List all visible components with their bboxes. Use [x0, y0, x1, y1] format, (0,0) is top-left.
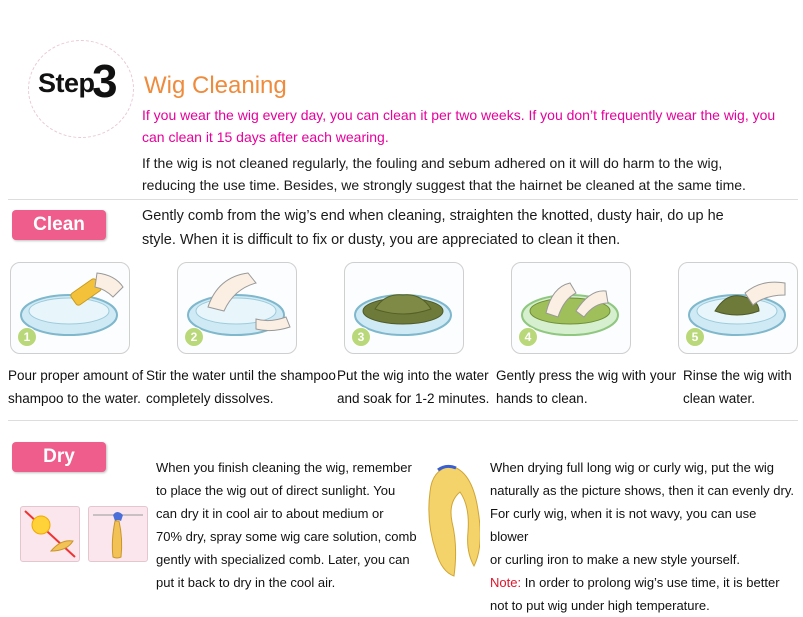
step-5-illustration — [678, 262, 798, 354]
caption-line: clean water. — [683, 391, 756, 406]
caption-line: Gently press the wig with your — [496, 368, 677, 383]
dry-left-line: put it back to dry in the cool air. — [156, 575, 336, 590]
step-1-illustration — [10, 262, 130, 354]
dry-left-line: gently with specialized comb. Later, you can — [156, 552, 410, 567]
dry-label: Dry — [12, 442, 106, 472]
caption-line: Put the wig into the water — [337, 368, 489, 383]
note-text-2: not to put wig under high temperature. — [490, 598, 710, 613]
intro-highlight-2: can clean it 15 days after each wearing. — [142, 129, 389, 145]
caption-line: completely dissolves. — [146, 391, 274, 406]
intro-highlight-1: If you wear the wig every day, you can clean it per two weeks. If you don’t frequently wear the wig, you — [142, 107, 776, 123]
clean-desc-1: Gently comb from the wig’s end when cleaning, straighten the knotted, dusty hair, do up he — [142, 208, 724, 224]
step-1-caption — [8, 364, 143, 410]
page-title: Wig Cleaning — [144, 72, 287, 99]
step-word: Step — [38, 68, 95, 98]
caption-line: hands to clean. — [496, 391, 588, 406]
step-4-caption — [496, 364, 676, 410]
dry-note — [490, 571, 795, 594]
dry-left-line: can dry it in cool air to about medium or — [156, 506, 384, 521]
step-logo — [28, 40, 138, 130]
divider-top — [8, 199, 798, 200]
caption-line: Pour proper amount of — [8, 368, 144, 383]
long-wig-icon — [420, 462, 480, 582]
step-number: 3 — [92, 55, 118, 107]
step-5-caption — [683, 364, 792, 410]
dry-right-text — [490, 456, 795, 617]
clean-desc-2: style. When it is difficult to fix or dusty, you are appreciated to clean it then. — [142, 232, 621, 248]
divider-bottom — [8, 420, 798, 421]
dry-left-line: 70% dry, spray some wig care solution, comb — [156, 529, 417, 544]
note-text-1: In order to prolong wig’s use time, it is better — [521, 575, 780, 590]
step-2-illustration — [177, 262, 297, 354]
clean-label: Clean — [12, 210, 106, 240]
caption-line: Stir the water until the shampoo — [146, 368, 336, 383]
dry-right-line: or curling iron to make a new style yourself. — [490, 552, 740, 567]
dry-left-text — [156, 456, 456, 594]
dry-left-line: to place the wig out of direct sunlight. You — [156, 483, 396, 498]
step-badge: 1 — [17, 327, 37, 347]
step-badge: 5 — [685, 327, 705, 347]
caption-line: and soak for 1-2 minutes. — [337, 391, 490, 406]
dry-right-line: When drying full long wig or curly wig, put the wig — [490, 460, 774, 475]
sun-icon — [21, 507, 79, 561]
note-label: Note: — [490, 575, 522, 590]
intro-line-1: If the wig is not cleaned regularly, the fouling and sebum adhered on it will do harm to the wig, — [142, 155, 723, 171]
caption-line: Rinse the wig with — [683, 368, 792, 383]
hanging-wig-icon — [89, 507, 147, 561]
dry-right-line: For curly wig, when it is not wavy, you can use blower — [490, 506, 757, 544]
step-4-illustration — [511, 262, 631, 354]
dry-left-line: When you finish cleaning the wig, remember — [156, 460, 412, 475]
sun-drying-illustration — [20, 506, 80, 562]
long-wig-illustration — [420, 462, 480, 582]
intro-line-2: reducing the use time. Besides, we strongly suggest that the hairnet be cleaned at the same time. — [142, 177, 746, 193]
caption-line: shampoo to the water. — [8, 391, 141, 406]
dry-right-line: naturally as the picture shows, then it can evenly dry. — [490, 483, 794, 498]
step-3-illustration — [344, 262, 464, 354]
hang-drying-illustration — [88, 506, 148, 562]
step-3-caption — [337, 364, 489, 410]
step-2-caption — [146, 364, 336, 410]
step-badge: 4 — [518, 327, 538, 347]
step-badge: 2 — [184, 327, 204, 347]
step-badge: 3 — [351, 327, 371, 347]
